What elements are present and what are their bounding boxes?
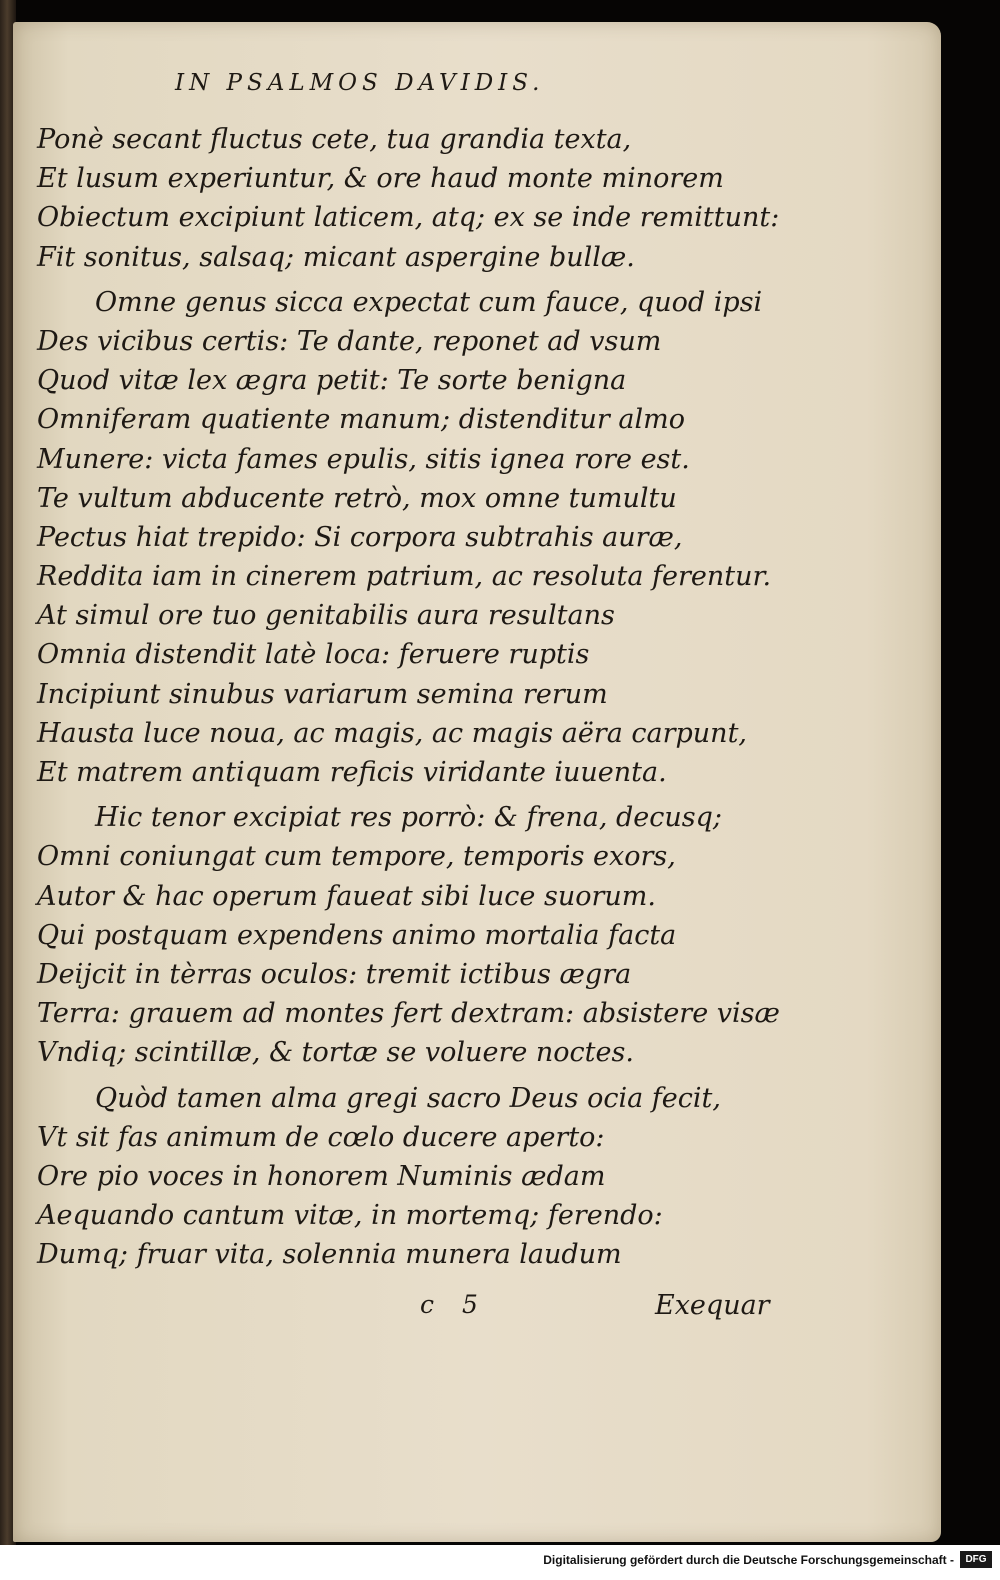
running-title: IN PSALMOS DAVIDIS. [175,70,545,96]
verse-line: At simul ore tuo genitabilis aura resultans [37,600,615,632]
verse-line: Et lusum experiuntur, & ore haud monte minorem [37,163,724,195]
verse-line: Vndiq; scintillæ, & tortæ se voluere noctes. [37,1037,634,1069]
verse-line: Et matrem antiquam reficis viridante iuuenta. [37,757,667,788]
verse-line: Qui postquam expendens animo mortalia facta [37,919,677,951]
verse-line: Vt sit fas animum de cœlo ducere aperto: [37,1121,605,1153]
verse-line: Omnia distendit latè loca: feruere ruptis [37,639,590,671]
verse-line: Incipiunt sinubus variarum semina rerum [37,678,608,710]
stanza-4 [37,1079,817,1275]
verse-line: Obiectum excipiunt laticem, atq; ex se inde remittunt: [37,202,780,234]
verse-line: Fit sonitus, salsaq; micant aspergine bullæ. [37,241,635,273]
verse-line: Hausta luce noua, ac magis, ac magis aëra carpunt, [37,717,748,749]
verse-line: Te vultum abducente retrò, mox omne tumultu [37,482,677,514]
dfg-logo: DFG [960,1551,992,1568]
verse-line: Omne genus sicca expectat cum fauce, quod ipsi [95,286,763,318]
stanza-2 [37,283,817,792]
verse-line: Des vicibus certis: Te dante, reponet ad vsum [37,325,662,357]
verse-line: Terra: grauem ad montes fert dextram: absistere visæ [37,998,780,1030]
verse-line: Hic tenor excipiat res porrò: & frena, decusq; [95,802,723,834]
verse-line: Aequando cantum vitæ, in mortemq; ferendo: [37,1200,663,1232]
verse-line: Autor & hac operum faueat sibi luce suorum. [37,880,656,912]
verse-line: Reddita iam in cinerem patrium, ac resoluta ferentur. [37,561,772,593]
stanza-1 [37,120,817,277]
verse-line: Dumq; fruar vita, solennia munera laudum [37,1239,622,1271]
verse-line: Quòd tamen alma gregi sacro Deus ocia fecit, [95,1082,721,1114]
signature-mark: c 5 [420,1290,488,1319]
verse-line: Omniferam quatiente manum; distenditur almo [37,404,685,436]
catchword: Exequar [655,1290,770,1321]
poem-text [37,120,817,1274]
verse-line: Ore pio voces in honorem Numinis ædam [37,1160,606,1192]
verse-line: Munere: victa fames epulis, sitis ignea rore est. [37,443,690,475]
verse-line: Deijcit in tèrras oculos: tremit ictibus ægra [37,958,632,990]
verse-line: Ponè secant fluctus cete, tua grandia texta, [37,124,632,155]
verse-line: Pectus hiat trepido: Si corpora subtrahis auræ, [37,521,683,553]
stanza-3 [37,798,817,1072]
verse-line: Quod vitæ lex ægra petit: Te sorte benigna [37,365,627,397]
verse-line: Omni coniungat cum tempore, temporis exors, [37,841,676,873]
footer-credit: Digitalisierung gefördert durch die Deutsche Forschungsgemeinschaft - [543,1553,954,1567]
